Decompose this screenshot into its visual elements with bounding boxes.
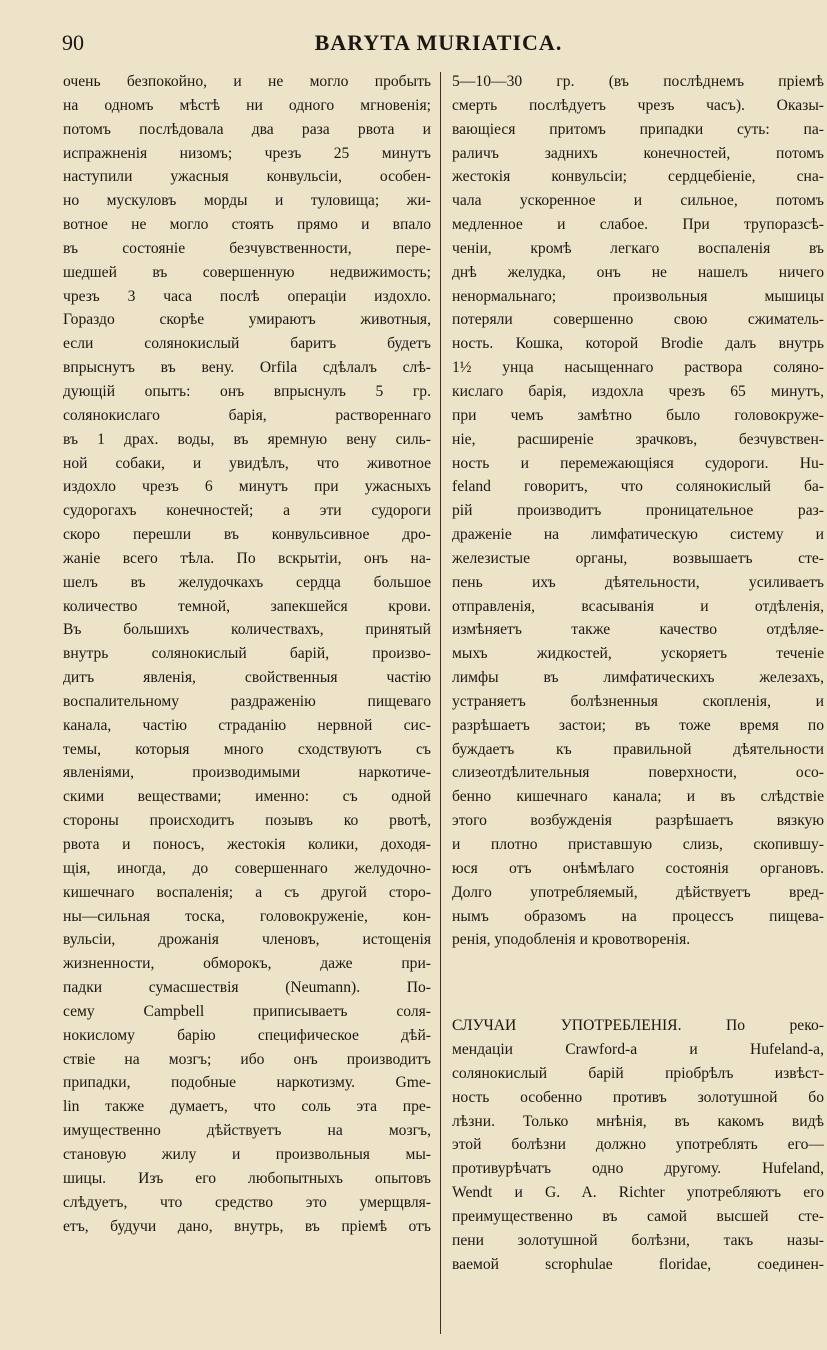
text-line: явленіями, производимыми наркотиче- [63,764,431,782]
text-line: солянокислый барій пріобрѣлъ извѣст- [452,1064,824,1082]
text-line: потомъ послѣдовала два раза рвота и [63,120,431,138]
page-number: 90 [62,30,84,55]
text-line: разрѣшаетъ застои; въ тоже время по [452,716,824,734]
text-line: измѣняетъ также качество отдѣляе- [452,621,824,639]
column-divider [440,72,441,1334]
text-line: вульсіи, дрожанія членовъ, истощенія [63,931,431,949]
text-line: противурѣчатъ одно другому. Hufeland, [452,1160,824,1178]
text-line: мыхъ жидкостей, ускоряетъ теченіе [452,645,824,663]
text-line: рвота и поносъ, жестокія колики, доходя- [63,836,431,853]
text-line: ніе, расширеніе зрачковъ, безчувствен- [452,430,824,448]
text-line: этого возбужденія разрѣшаетъ вязкую [452,812,824,830]
text-line: 1½ унца насыщеннаго раствора соляно- [452,359,824,377]
text-line: кислаго барія, издохла чрезъ 65 минутъ, [452,382,824,400]
text-line: мендаціи Crawford-а и Hufeland-а, [452,1041,824,1059]
text-line: при чемъ замѣтно было головокруже- [452,406,824,424]
text-line: наступили ужасныя конвульсіи, особен- [63,168,431,186]
text-line: издохло чрезъ 6 минутъ при ужасныхъ [63,478,431,496]
text-line: ны—сильная тоска, головокруженіе, кон- [63,907,431,925]
text-line: количество темной, запекшейся крови. [63,597,431,615]
text-line: канала, частію страданію нервной сис- [63,716,431,734]
text-line: ствіе на мозгъ; ибо онъ производитъ [63,1050,431,1068]
text-line: бенно кишечнаго канала; и въ слѣдствіе [452,788,824,806]
text-line: 5—10—30 гр. (въ послѣднемъ пріемѣ [452,73,824,90]
text-line: ваемой scrophulae floridae, соединен- [452,1255,824,1273]
text-line: и плотно приставшую слизь, скопившу- [452,836,824,853]
text-line: на одномъ мѣстѣ ни одного мгновенія; [63,96,431,114]
text-line: буждаетъ къ правильной дѣятельности [452,740,824,758]
text-line: темы, которыя много сходствуютъ съ [63,740,431,758]
text-line: ность особенно противъ золотушной бо [452,1088,824,1106]
text-line: ренія, уподобленія и кровотворенія. [452,931,691,949]
text-line: пень ихъ дѣятельности, усиливаетъ [452,573,824,591]
text-line: лимфы въ лимфатическихъ железахъ, [452,669,824,687]
text-line: но мускуловъ морды и туловища; жи- [63,192,431,210]
text-line: ность и перемежающіяся судороги. Hu- [452,454,824,472]
text-line: кишечнаго воспаленія; а съ другой сторо- [63,883,431,901]
text-line: преимущественно въ самой высшей сте- [452,1207,824,1225]
text-line: Wendt и G. A. Richter употребляютъ его [452,1184,824,1202]
text-line: воспалительному раздраженію пищеваго [63,692,431,710]
text-line: нымъ образомъ на процессъ пищева- [452,907,824,925]
text-line: дующій опытъ: онъ впрыснулъ 5 гр. [63,382,431,400]
text-line: потеряли совершенно свою сжиматель- [452,311,824,329]
text-line: вотное не могло стоять прямо и впало [63,216,431,234]
text-line: припадки, подобные наркотизму. Gme- [63,1074,431,1092]
text-line: жизненности, обморокъ, даже при- [63,955,431,973]
text-line: lin также думаетъ, что соль эта пре- [63,1098,431,1116]
text-line: очень безпокойно, и не могло пробыть [63,73,431,90]
text-line: смерть послѣдуетъ чрезъ часъ). Оказы- [452,96,824,114]
text-line: жаніе всего тѣла. По вскрытіи, онъ на- [63,549,431,567]
text-line: отправленія, всасыванія и отдѣленія, [452,597,824,615]
text-line: впрыснутъ въ вену. Orfila сдѣлалъ слѣ- [63,359,431,377]
text-line: слѣдуетъ, что средство это умерщвля- [63,1193,431,1211]
text-line: въ состояніе безчувственности, пере- [63,239,431,257]
text-line: нокислому барію специфическое дѣй- [63,1026,431,1044]
text-line: скими веществами; именно: съ одной [63,788,431,806]
text-line: вающіеся притомъ припадки суть: па- [452,120,824,138]
text-line: испражненія низомъ; чрезъ 25 минутъ [63,144,431,162]
text-line: стороны происходитъ позывъ ко рвотѣ, [63,812,431,830]
text-line: СЛУЧАИ УПОТРЕБЛЕНІЯ. По реко- [452,1017,824,1035]
text-line: ной собаки, и увидѣлъ, что животное [63,454,431,472]
text-line: сему Campbell приписываетъ соля- [63,1002,431,1020]
text-line: рій производитъ проницательное раз- [452,502,824,520]
text-line: имущественно дѣйствуетъ на мозгъ, [63,1122,431,1140]
text-line: ненормальнаго; произвольныя мышицы [452,287,824,305]
text-line: устраняетъ болѣзненныя скопленія, и [452,692,824,710]
text-line: етъ, будучи дано, внутрь, въ пріемѣ отъ [63,1217,431,1235]
text-line: въ 1 драх. воды, въ яремную вену силь- [63,430,431,448]
text-line: шицы. Изъ его любопытныхъ опытовъ [63,1169,431,1187]
page-header [60,24,817,64]
text-line: драженіе на лимфатическую систему и [452,526,824,544]
text-line: лѣзни. Только мнѣнія, въ какомъ видѣ [452,1112,824,1130]
section-spacer [452,952,824,1014]
text-line: солянокислаго барія, раствореннаго [63,406,431,424]
text-line: раличъ заднихъ конечностей, потомъ [452,144,824,162]
text-line: жестокія конвульсіи; сердцебіеніе, сна- [452,168,824,186]
text-line: шелъ въ желудочкахъ сердца большое [63,573,431,591]
text-line: щія, иногда, до совершеннаго желудочно- [63,859,431,877]
text-line: этой болѣзни должно употреблять его— [452,1136,824,1154]
text-line: днѣ желудка, онъ не нашелъ ничего [452,263,824,281]
text-line: судорогахъ конечностей; а эти судороги [63,502,431,520]
text-line: внутрь солянокислый барій, произво- [63,645,431,663]
text-line: пени золотушной болѣзни, такъ назы- [452,1231,824,1249]
text-line: ченіи, кромѣ легкаго воспаленія въ [452,239,824,257]
text-line: падки сумасшествія (Neumann). По- [63,979,431,997]
text-line: слизеотдѣлительныя поверхности, осо- [452,764,824,782]
text-line: чрезъ 3 часа послѣ операціи издохло. [63,287,431,305]
text-line: скоро перешли въ конвульсивное дро- [63,526,431,544]
left-text-column [63,70,431,1238]
right-text-column [452,70,824,1277]
text-line: feland говоритъ, что солянокислый ба- [452,478,824,496]
text-line: чала ускоренное и сильное, потомъ [452,192,824,210]
text-line: Долго употребляемый, дѣйствуетъ вред- [452,883,824,901]
text-line: если солянокислый баритъ будетъ [63,335,431,353]
text-line: железистые органы, возвышаетъ сте- [452,549,824,567]
text-line: дитъ явленія, свойственныя частію [63,669,431,687]
text-line: становую жилу и произвольныя мы- [63,1145,431,1163]
text-line: Въ большихъ количествахъ, принятый [63,621,431,639]
text-line: шедшей въ совершенную недвижимость; [63,263,431,281]
text-line: ность. Кошка, которой Brodie далъ внутрь [452,335,824,353]
text-line: медленное и слабое. При трупоразсѣ- [452,216,824,234]
text-line: юся отъ онѣмѣлаго состоянія органовъ. [452,859,824,877]
text-line: Гораздо скорѣе умираютъ животныя, [63,311,431,329]
running-title: BARYTA MURIATICA. [314,30,563,55]
